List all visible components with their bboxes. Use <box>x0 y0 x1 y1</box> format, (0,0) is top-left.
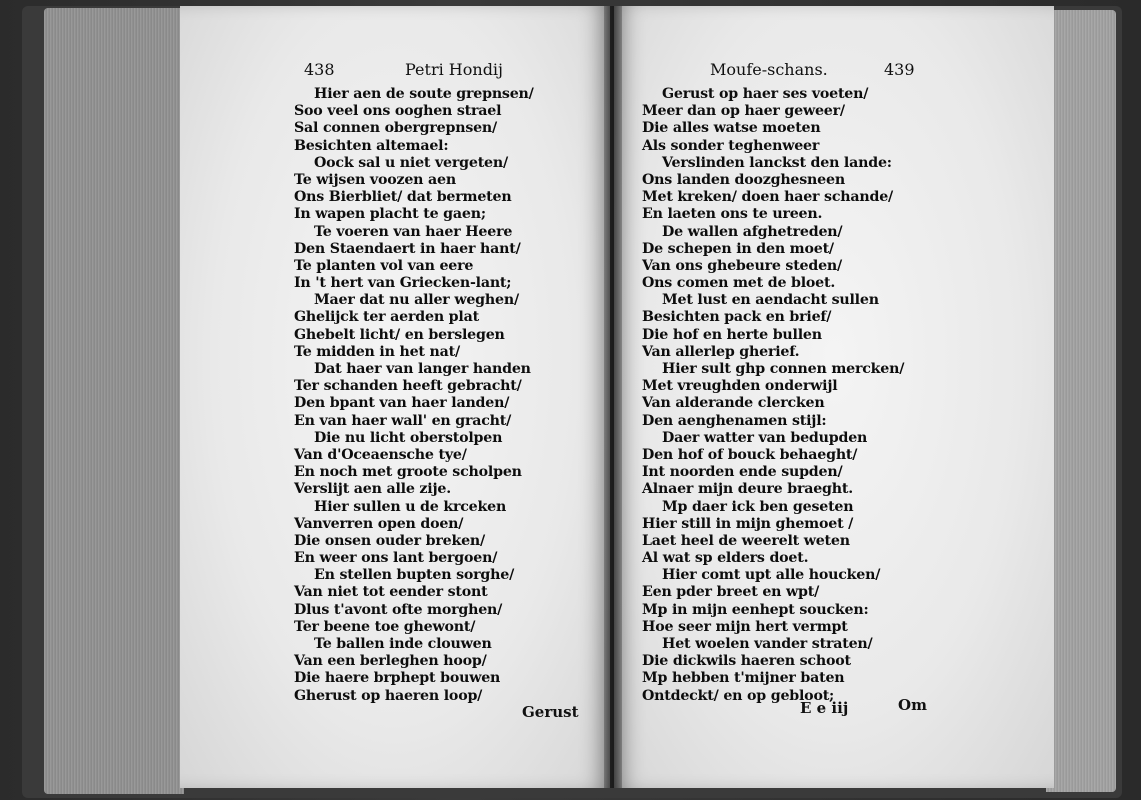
verse-line: Mp daer ick ben geseten <box>662 498 854 515</box>
verse-line: Oock sal u niet vergeten/ <box>314 154 508 171</box>
verse-line: Die alles watse moeten <box>642 120 821 137</box>
verse-line: Gherust op haeren loop/ <box>294 687 483 704</box>
verse-line: Van allerlep gherief. <box>642 343 800 360</box>
verse-line: Hier still in mijn ghemoet / <box>642 515 854 532</box>
verse-line: Ons landen doozghesneen <box>642 171 845 188</box>
verse-line: Met lust en aendacht sullen <box>662 292 879 309</box>
verse-line: Met vreughden onderwijl <box>642 378 838 395</box>
verse-line: En laeten ons te ureen. <box>642 206 823 223</box>
verse-line: Hoe seer mijn hert vermpt <box>642 618 848 635</box>
verse-line: Van d'Oceaensche tye/ <box>294 446 467 463</box>
verse-line: Van niet tot eender stont <box>294 584 488 601</box>
verse-line: Ter beene toe ghewont/ <box>294 618 476 635</box>
verse-line: Die hof en herte bullen <box>642 326 822 343</box>
left-text-block <box>294 86 534 705</box>
verse-line: Mp in mijn eenhept soucken: <box>642 601 869 618</box>
verse-line: Die haere brphept bouwen <box>294 670 501 687</box>
verse-line: Ter schanden heeft gebracht/ <box>294 378 522 395</box>
verse-line: In wapen placht te gaen; <box>294 206 486 223</box>
verse-line: Laet heel de weerelt weten <box>642 532 850 549</box>
verse-line: Ons comen met de bloet. <box>642 275 836 292</box>
verse-line: Te ballen inde clouwen <box>314 636 492 652</box>
verse-line: Daer watter van bedupden <box>662 429 868 446</box>
right-page <box>614 6 1054 788</box>
verse-line: Besichten pack en brief/ <box>642 309 832 326</box>
left-page <box>180 6 610 788</box>
verse-line: Ons Bierbliet/ dat bermeten <box>294 189 512 206</box>
verse-line: Besichten altemael: <box>294 137 449 154</box>
verse-line: Maer dat nu aller weghen/ <box>314 292 519 309</box>
verse-line: Te midden in het nat/ <box>294 343 460 360</box>
verse-line: Dlus t'avont ofte morghen/ <box>294 601 503 618</box>
verse-line: Met kreken/ doen haer schande/ <box>642 189 894 206</box>
left-page-number: 438 <box>304 60 335 79</box>
verse-line: Van alderande clercken <box>642 395 825 412</box>
verse-line: Van een berleghen hoop/ <box>294 653 487 670</box>
left-page-edges <box>44 8 184 794</box>
verse-line: In 't hert van Griecken-lant; <box>294 275 512 292</box>
verse-line: Te planten vol van eere <box>294 257 474 274</box>
right-signature: E e iij <box>800 699 849 717</box>
verse-line: Hier sullen u de krceken <box>314 498 507 515</box>
verse-line: Soo veel ons ooghen strael <box>294 103 502 120</box>
verse-line: Verslinden lanckst den lande: <box>662 154 892 171</box>
verse-line: De schepen in den moet/ <box>642 240 834 257</box>
left-running-head: Petri Hondij <box>405 60 504 79</box>
verse-line: Het woelen vander straten/ <box>662 636 873 652</box>
verse-line: Te voeren van haer Heere <box>314 223 513 240</box>
verse-line: Hier sult ghp connen mercken/ <box>662 361 905 377</box>
right-page-number: 439 <box>884 60 915 79</box>
verse-line: Ontdeckt/ en op gebloot; <box>642 687 835 704</box>
verse-line: Te wijsen voozen aen <box>294 171 456 188</box>
book-gutter <box>604 6 622 788</box>
verse-line: Mp hebben t'mijner baten <box>642 670 845 687</box>
verse-line: En noch met groote scholpen <box>294 464 522 481</box>
verse-line: Gerust op haer ses voeten/ <box>662 86 869 102</box>
verse-line: En stellen bupten sorghe/ <box>314 567 515 584</box>
verse-line: Den bpant van haer landen/ <box>294 395 510 412</box>
verse-line: Den hof of bouck behaeght/ <box>642 446 858 463</box>
verse-line: Als sonder teghenweer <box>642 137 820 154</box>
verse-line: Vanverren open doen/ <box>294 515 464 532</box>
verse-line: Int noorden ende supden/ <box>642 464 843 481</box>
verse-line: Van ons ghebeure steden/ <box>642 257 843 274</box>
verse-line: Ghelijck ter aerden plat <box>294 309 479 326</box>
left-catchword: Gerust <box>522 703 579 721</box>
verse-line: Sal connen obergrepnsen/ <box>294 120 498 137</box>
right-page-edges <box>1046 10 1116 792</box>
verse-line: Hier aen de soute grepnsen/ <box>314 86 534 102</box>
verse-line: Een pder breet en wpt/ <box>642 584 820 601</box>
right-text-block <box>642 86 904 705</box>
verse-line: Die onsen ouder breken/ <box>294 532 486 549</box>
verse-line: Den aenghenamen stijl: <box>642 412 827 429</box>
verse-line: Hier comt upt alle houcken/ <box>662 567 881 584</box>
verse-line: Dat haer van langer handen <box>314 361 531 377</box>
verse-line: Die dickwils haeren schoot <box>642 653 851 670</box>
verse-line: Meer dan op haer geweer/ <box>642 103 845 120</box>
verse-line: En weer ons lant bergoen/ <box>294 550 498 567</box>
right-catchword: Om <box>898 696 927 714</box>
verse-line: Den Staendaert in haer hant/ <box>294 240 521 257</box>
verse-line: Ghebelt licht/ en berslegen <box>294 326 505 343</box>
verse-line: En van haer wall' en gracht/ <box>294 412 512 429</box>
verse-line: De wallen afghetreden/ <box>662 223 843 240</box>
verse-line: Verslijt aen alle zije. <box>294 481 451 498</box>
right-running-head: Moufe-schans. <box>710 60 828 79</box>
verse-line: Alnaer mijn deure braeght. <box>642 481 853 498</box>
verse-line: Al wat sp elders doet. <box>642 550 809 567</box>
verse-line: Die nu licht oberstolpen <box>314 429 503 446</box>
